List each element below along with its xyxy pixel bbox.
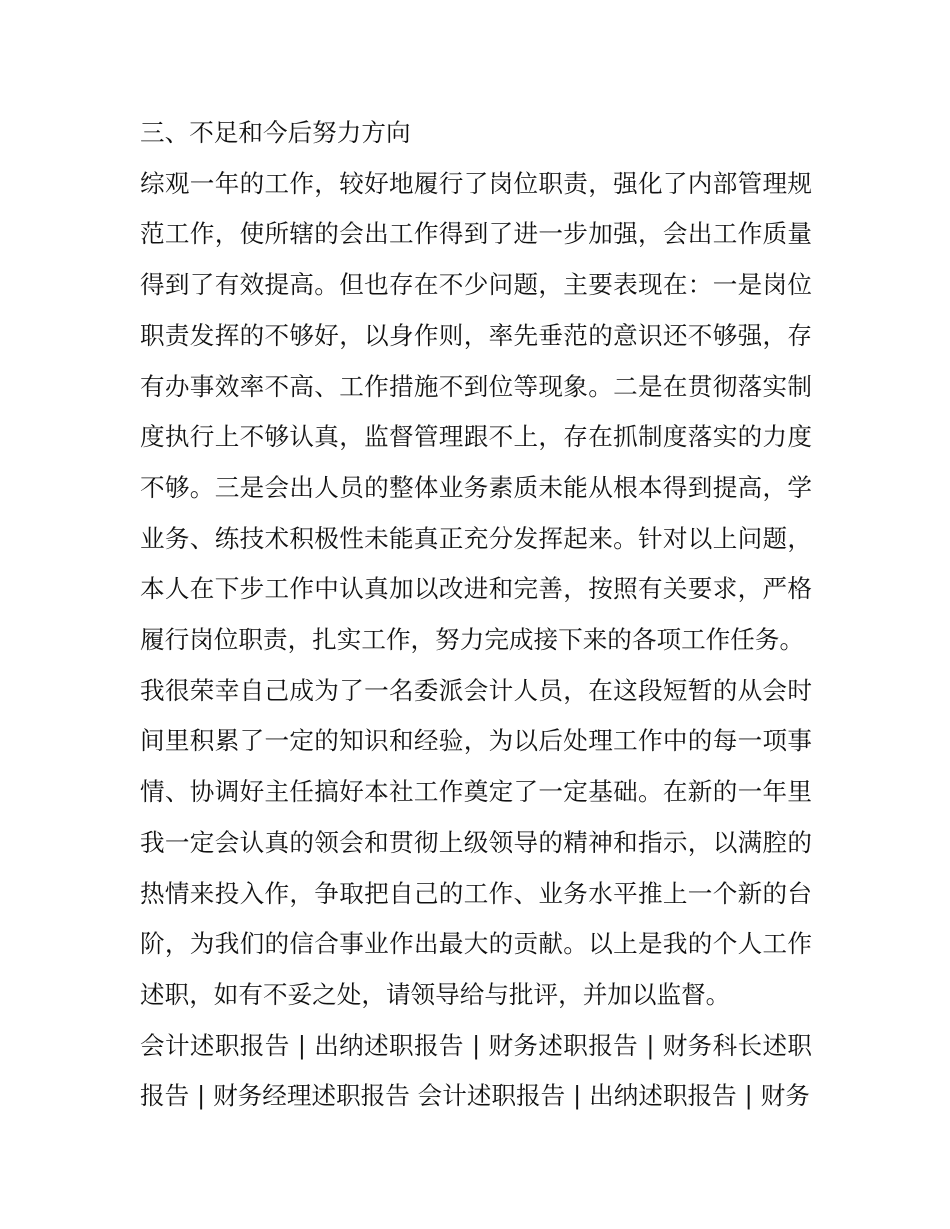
paragraph-shortcomings: 综观一年的工作，较好地履行了岗位职责，强化了内部管理规范工作，使所辖的会出工作得到了进一步加强，会出工作质量得到了有效提高。但也存在不少问题，主要表现在：一是岗位职责发挥的不够好，以身作则，率先垂范的意识还不够强，存有办事效率不高、工作措施不到位等现象。二是在贯彻落实制度执行上不够认真，监督管理跟不上，存在抓制度落实的力度不够。三是会出人员的整体业务素质未能从根本得到提高，学业务、练技术积极性未能真正充分发挥起来。针对以上问题，本人在下步工作中认真加以改进和完善，按照有关要求，严格履行岗位职责，扎实工作，努力完成接下来的各项工作任务。 [140, 168, 812, 655]
paragraph-related-links: 会计述职报告 | 出纳述职报告 | 财务述职报告 | 财务科长述职报告 | 财务经理述职报告 会计述职报告 | 出纳述职报告 | 财务 [140, 1030, 812, 1111]
section-heading: 三、不足和今后努力方向 [140, 118, 411, 147]
paragraph-outlook: 我很荣幸自己成为了一名委派会计人员，在这段短暂的从会时间里积累了一定的知识和经验，为以后处理工作中的每一项事情、协调好主任搞好本社工作奠定了一定基础。在新的一年里我一定会认真的领会和贯彻上级领导的精神和指示，以满腔的热情来投入作，争取把自己的工作、业务水平推上一个新的台阶，为我们的信合事业作出最大的贡献。以上是我的个人工作述职，如有不妥之处，请领导给与批评，并加以监督。 [140, 675, 812, 1009]
document-body [140, 108, 812, 1122]
